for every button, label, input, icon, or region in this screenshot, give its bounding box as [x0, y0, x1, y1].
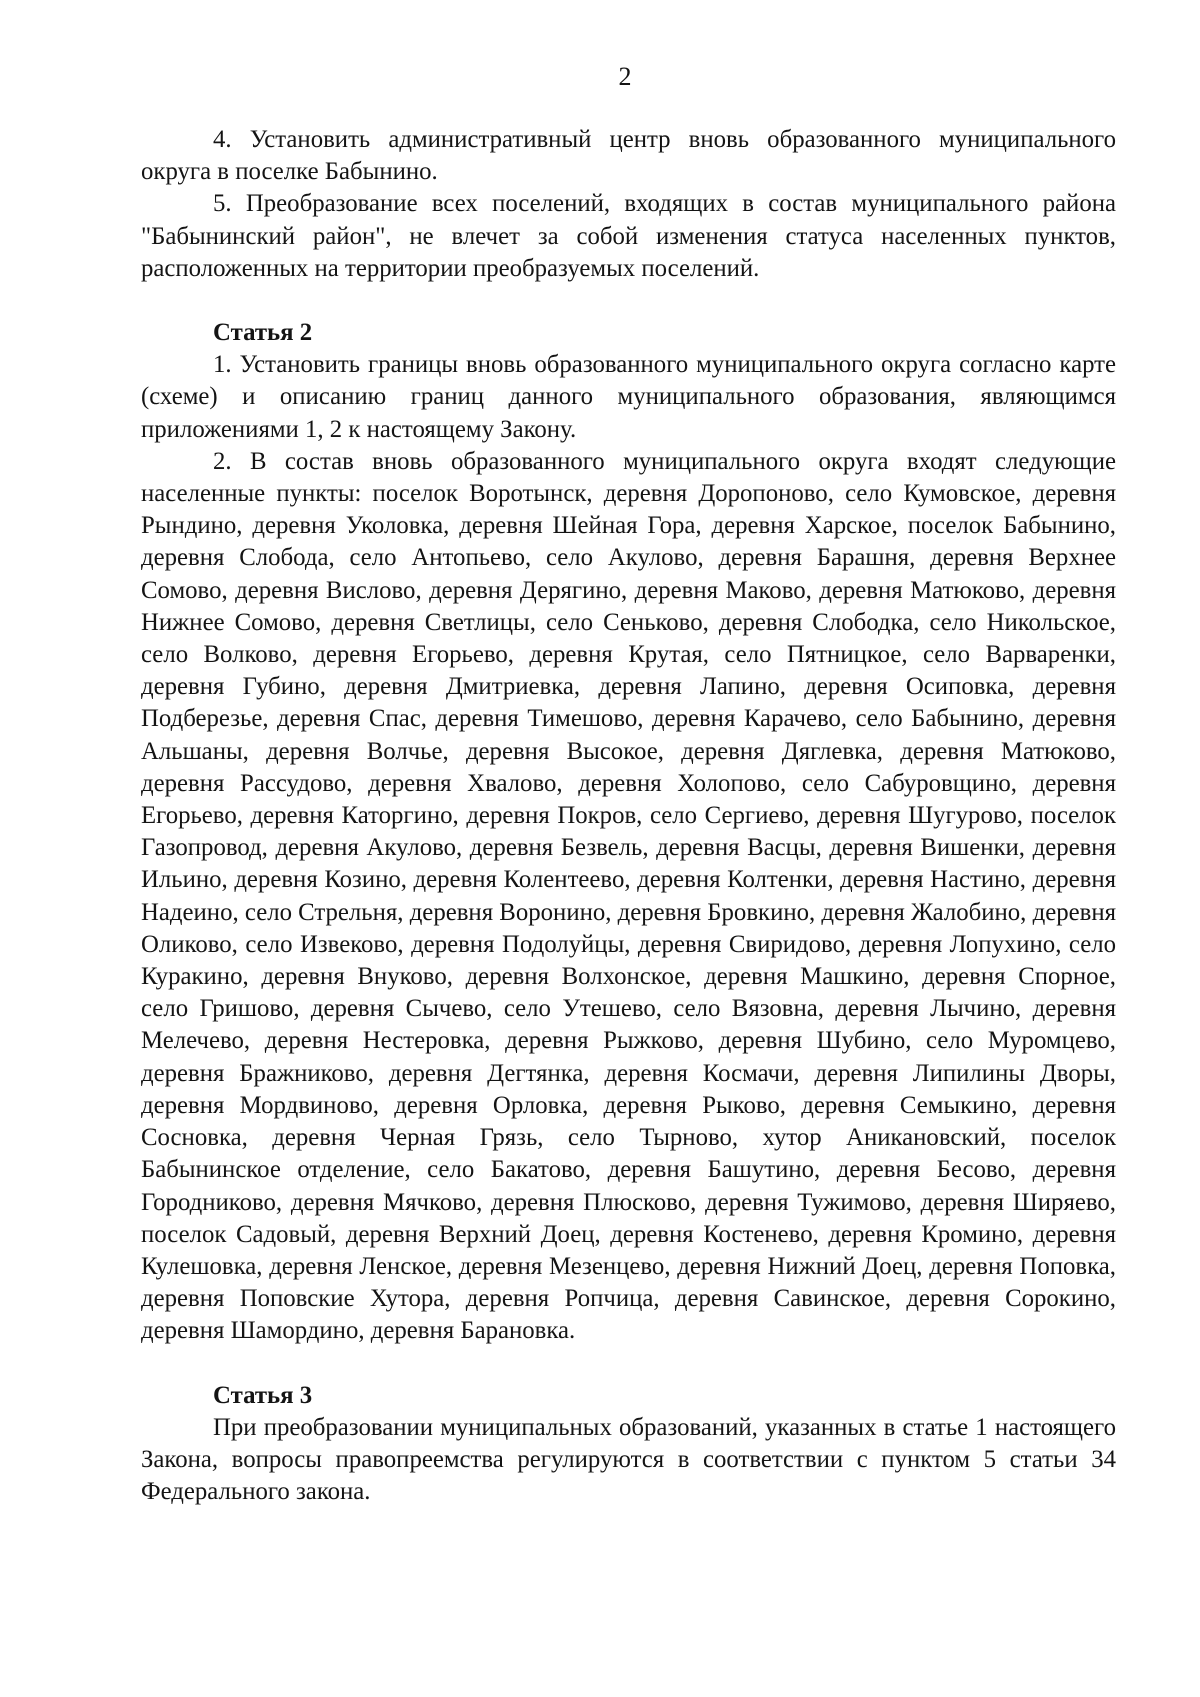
article-2-paragraph-borders: 1. Установить границы вновь образованного муниципального округа согласно карте (схеме) и описанию границ данного муниципального образования, являющимся приложениями 1, 2 к настоящему Закону.	[141, 351, 1116, 443]
article-3-heading: Статья 3	[213, 1381, 313, 1409]
page-number: 2	[618, 62, 632, 91]
paragraph-admin-center: 4. Установить административный центр вновь образованного муниципального округа в поселке Бабынино.	[141, 126, 1116, 186]
article-2-paragraph-settlements-list: 2. В состав вновь образованного муниципального округа входят следующие населенные пункты: поселок Воротынск, деревня Доропоново, село Кумовское, деревня Рындино, деревня Уколовка, деревня Шейная Гора, деревня Харское, поселок Бабынино, деревня Слобода, село Антопьево, село Акулово, деревня Барашня, деревня Верхнее Сомово, деревня Вислово, деревня Дерягино, деревня Маково, деревня Матюково, деревня Нижнее Сомово, деревня Светлицы, село Сеньково, деревня Слободка, село Никольское, село Волково, деревня Егорьево, деревня Крутая, село Пятницкое, село Варваренки, деревня Губино, деревня Дмитриевка, деревня Лапино, деревня Осиповка, деревня Подберезье, деревня Спас, деревня Тимешово, деревня Карачево, село Бабынино, деревня Альшаны, деревня Волчье, деревня Высокое, деревня Дяглевка, деревня Матюково, деревня Рассудово, деревня Хвалово, деревня Холопово, село Сабуровщино, деревня Егорьево, деревня Каторгино, деревня Покров, село Сергиево, деревня Шугурово, поселок Газопровод, деревня Акулово, деревня Безвель, деревня Васцы, деревня Вишенки, деревня Ильино, деревня Козино, деревня Колентеево, деревня Колтенки, деревня Настино, деревня Надеино, село Стрельня, деревня Воронино, деревня Бровкино, деревня Жалобино, деревня Оликово, село Извеково, деревня Подолуйцы, деревня Свиридово, деревня Лопухино, село Куракино, деревня Внуково, деревня Волхонское, деревня Машкино, деревня Спорное, село Гришово, деревня Сычево, село Утешево, село Вязовна, деревня Лычино, деревня Мелечево, деревня Нестеровка, деревня Рыжково, деревня Шубино, село Муромцево, деревня Бражниково, деревня Дегтянка, деревня Космачи, деревня Липилины Дворы, деревня Мордвиново, деревня Орловка, деревня Рыково, деревня Семыкино, деревня Сосновка, деревня Черная Грязь, село Тырново, хутор Аникановский, поселок Бабынинское отделение, село Бакатово, деревня Башутино, деревня Бесово, деревня Городниково, деревня Мячково, деревня Плюсково, деревня Тужимово, деревня Ширяево, поселок Садовый, деревня Верхний Доец, деревня Костенево, деревня Кромино, деревня Кулешовка, деревня Ленское, деревня Мезенцево, деревня Нижний Доец, деревня Поповка, деревня Поповские Хутора, деревня Ропчица, деревня Савинское, деревня Сорокино, деревня Шамордино, деревня Барановка.	[141, 447, 1116, 1345]
document-body	[141, 124, 1116, 1508]
paragraph-status-settlements: 5. Преобразование всех поселений, входящих в состав муниципального района "Бабынинский район", не влечет за собой изменения статуса населенных пунктов, расположенных на территории преобразуемых поселений.	[141, 190, 1116, 282]
article-2-heading: Статья 2	[213, 319, 313, 347]
article-3-paragraph-succession: При преобразовании муниципальных образований, указанных в статье 1 настоящего Закона, вопросы правопреемства регулируются в соответствии с пунктом 5 статьи 34 Федерального закона.	[141, 1413, 1116, 1506]
